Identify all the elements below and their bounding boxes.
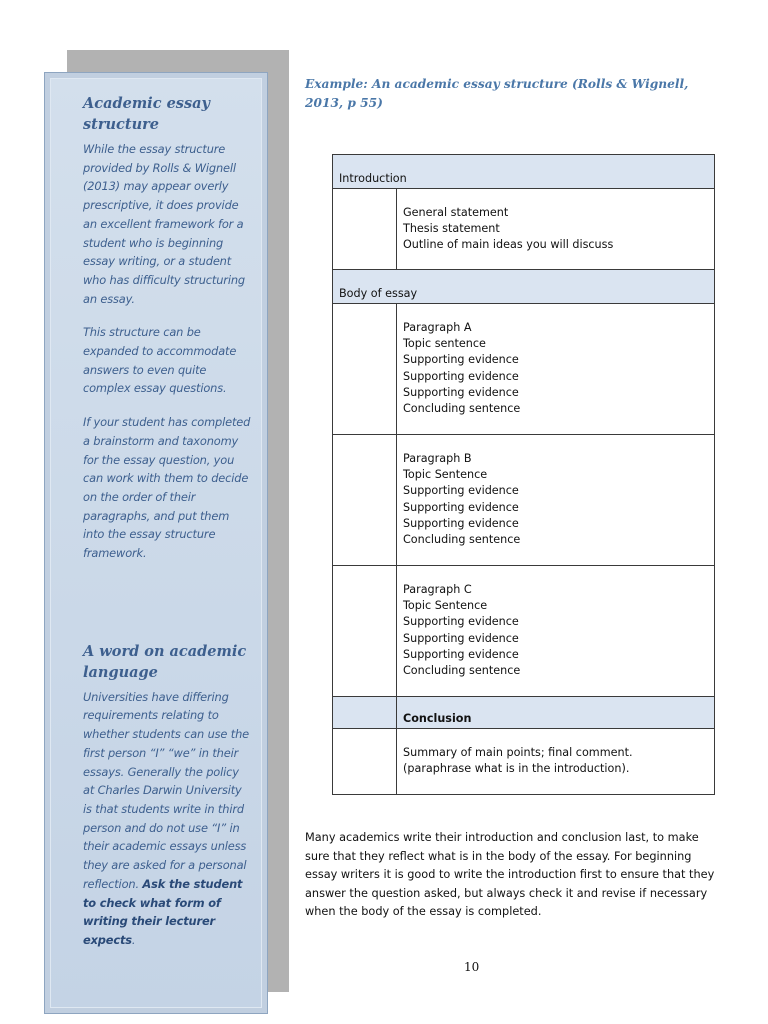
sidebar-panel (44, 72, 268, 1014)
page-number: 10 (464, 960, 480, 974)
introduction-lines (397, 189, 714, 254)
table-row-paragraph-c (333, 566, 715, 697)
table-line: Supporting evidence (403, 631, 519, 645)
table-line: Paragraph C (403, 583, 472, 596)
table-line: Concluding sentence (403, 533, 521, 547)
closing-paragraph: Many academics write their introduction and conclusion last, to make sure that they reflect what is in the body of the essay. For beginning essay writers it is good to write the introduction first to ensure that they answer the question asked, but always check it and revise if necessary when the body of the essay is completed. (305, 831, 715, 919)
introduction-header: Introduction (339, 172, 407, 185)
table-row-body-header (333, 270, 715, 304)
table-line: Supporting evidence (403, 484, 519, 498)
sidebar-heading-academic-language: A word on academic language (83, 642, 247, 681)
table-line: Supporting evidence (403, 500, 519, 514)
table-row-paragraph-b (333, 435, 715, 566)
table-line: Paragraph B (403, 452, 472, 465)
sidebar-paragraph-language (83, 688, 253, 950)
essay-structure-table (332, 154, 715, 795)
table-row-conclusion (333, 729, 715, 795)
table-line: Supporting evidence (403, 647, 519, 661)
paragraph-a-lines (397, 304, 714, 417)
table-line: Topic Sentence (403, 599, 488, 613)
table-line: Supporting evidence (403, 369, 519, 383)
table-line: Outline of main ideas you will discuss (403, 238, 614, 252)
sidebar-paragraph: This structure can be expanded to accommodate answers to even quite complex essay questions. (83, 325, 237, 396)
example-title: Example: An academic essay structure (Rolls & Wignell, 2013, p 55) (305, 77, 689, 110)
table-line: Thesis statement (403, 222, 500, 236)
sidebar-bold-suffix: . (131, 932, 136, 947)
sidebar-heading-essay-structure: Academic essay structure (83, 95, 210, 133)
table-line: Concluding sentence (403, 402, 521, 416)
conclusion-lines (397, 729, 714, 777)
paragraph-c-lines (397, 566, 714, 679)
table-line: (paraphrase what is in the introduction). (403, 762, 630, 776)
table-line: General statement (403, 206, 509, 219)
paragraph-b-lines (397, 435, 714, 548)
sidebar-paragraph: If your student has completed a brainstorm and taxonomy for the essay question, you can work with them to decide on the order of their paragraphs, and put them into the essay structure framework. (83, 415, 251, 561)
table-row-conclusion-header (333, 697, 715, 729)
table-line: Supporting evidence (403, 353, 519, 367)
table-line: Supporting evidence (403, 516, 519, 530)
sidebar-language-text: Universities have differing requirements relating to whether students can use the first person “I” “we” in their essays. Generally the policy at Charles Darwin University is that students write in third person and do not use “I” in their academic essays unless they are asked for a personal reflection. (83, 689, 249, 891)
table-line: Concluding sentence (403, 664, 521, 678)
conclusion-header: Conclusion (403, 712, 472, 725)
table-line: Supporting evidence (403, 385, 519, 399)
table-line: Paragraph A (403, 321, 472, 334)
table-row-introduction-header (333, 155, 715, 189)
table-line: Supporting evidence (403, 615, 519, 629)
body-header: Body of essay (339, 287, 418, 300)
table-row-paragraph-a (333, 304, 715, 435)
table-line: Summary of main points; final comment. (403, 746, 633, 759)
sidebar-paragraph: While the essay structure provided by Rolls & Wignell (2013) may appear overly prescriptive, it does provide an excellent framework for a student who is beginning essay writing, or a student who has difficulty structuring an essay. (83, 142, 245, 306)
table-line: Topic sentence (403, 337, 486, 351)
sidebar-bold-advice: Ask the student to check what form of writing their lecturer expects (83, 876, 243, 947)
table-row-introduction (333, 189, 715, 270)
table-line: Topic Sentence (403, 468, 488, 482)
